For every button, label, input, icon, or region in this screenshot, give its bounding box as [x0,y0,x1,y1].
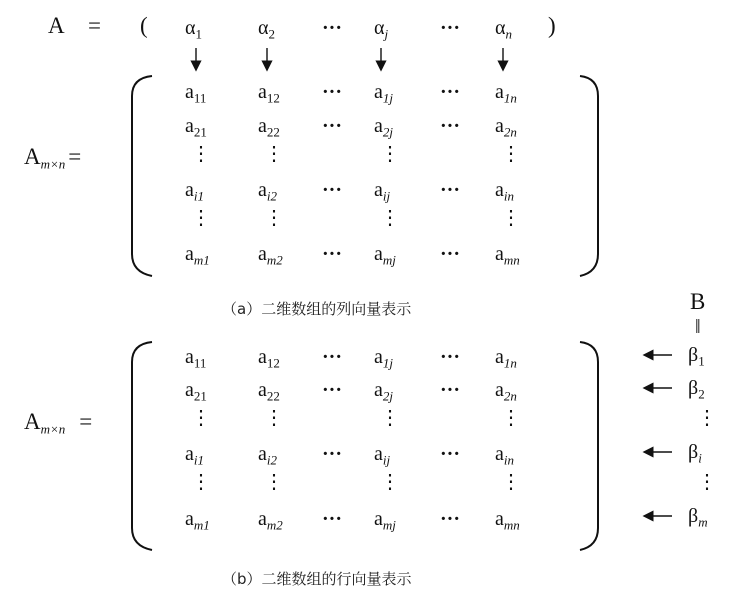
matrix-cell: ··· [440,81,461,103]
top-vector-entry: ··· [322,17,343,39]
matrix-cell: $a_{21}$ [185,379,207,404]
caption-column-vector: （a）二维数组的列向量表示 [222,300,412,318]
row-vector-item: ⋮ [697,471,717,493]
matrix-cell: $a_{11}$ [185,81,207,106]
matrix-cell: ··· [440,508,461,530]
top-close-paren: ) [548,13,556,38]
matrix-cell: $a_{in}$ [495,179,515,204]
matrix-cell: $a_{22}$ [258,379,280,404]
row-arrows [648,355,672,516]
matrix-a-label: $A_{m\times n}$ = [24,144,82,172]
row-vector-item: $\beta_m$ [688,505,708,530]
matrix-cell: $a_{mj}$ [374,243,396,268]
matrix-cell: ⋮ [501,207,521,229]
matrix-cell: $a_{1j}$ [374,346,394,371]
row-vector-item: $\beta_1$ [688,344,705,369]
row-vector-item: $\beta_2$ [688,377,705,402]
matrix-cell: $a_{1j}$ [374,81,394,106]
row-vector-item: $\beta_i$ [688,441,702,466]
matrix-a-left-bracket [132,76,152,276]
matrix-cell: $a_{mj}$ [374,508,396,533]
matrix-cell: ⋮ [501,143,521,165]
matrix-cell: $a_{ij}$ [374,443,391,468]
matrix-cell: $a_{12}$ [258,346,280,371]
matrix-cell: $a_{12}$ [258,81,280,106]
matrix-cell: $a_{2j}$ [374,379,394,404]
row-vector-item: ⋮ [697,407,717,429]
matrix-cell: ⋮ [191,207,211,229]
matrix-cell: $a_{m1}$ [185,508,210,533]
matrix-cell: $a_{m2}$ [258,508,283,533]
matrix-b-left-bracket [132,342,152,550]
matrix-cell: ⋮ [191,143,211,165]
matrix-cell: ··· [322,443,343,465]
matrix-cell: ··· [322,508,343,530]
row-vector-link: ‖ [695,316,701,338]
caption-row-vector: （b）二维数组的行向量表示 [222,570,412,588]
matrix-cell: $a_{2n}$ [495,379,517,404]
matrix-a-right-bracket [580,76,598,276]
matrix-cell: ··· [322,379,343,401]
matrix-cell: ⋮ [380,143,400,165]
matrix-cell: ··· [440,179,461,201]
matrix-cell: ⋮ [501,471,521,493]
matrix-cell: $a_{21}$ [185,115,207,140]
matrix-cell: ⋮ [264,207,284,229]
matrix-cell: ··· [322,179,343,201]
matrix-cell: ··· [322,81,343,103]
row-vector-B-label: B [690,289,706,314]
matrix-cell: ··· [440,346,461,368]
matrix-cell: ⋮ [264,407,284,429]
matrix-cell: $a_{in}$ [495,443,515,468]
matrix-cell: $a_{22}$ [258,115,280,140]
matrix-cell: $a_{mn}$ [495,243,520,268]
matrix-cell: $a_{m1}$ [185,243,210,268]
matrix-cell: ··· [322,346,343,368]
top-vector-entry: $\alpha_1$ [185,17,202,42]
matrix-b-right-bracket [580,342,598,550]
top-vector-entry: $\alpha_j$ [374,17,389,42]
matrix-cell: ⋮ [191,471,211,493]
matrix-cell: $a_{2n}$ [495,115,517,140]
matrix-cell: ··· [440,443,461,465]
matrix-cell: ⋮ [264,471,284,493]
top-equals-sign: = [88,13,101,38]
matrix-cell: ··· [322,243,343,265]
matrix-cell: $a_{1n}$ [495,346,517,371]
matrix-cell: $a_{2j}$ [374,115,394,140]
matrix-cell: $a_{11}$ [185,346,207,371]
matrix-cell: ⋮ [380,407,400,429]
matrix-cell: ⋮ [380,471,400,493]
matrix-cell: $a_{i2}$ [258,443,278,468]
matrix-cell: $a_{i1}$ [185,443,205,468]
top-vector-entry: $\alpha_2$ [258,17,275,42]
matrix-cell: ··· [322,115,343,137]
top-vector-entry: $\alpha_n$ [495,17,512,42]
top-open-paren: ( [140,13,148,38]
matrix-cell: $a_{m2}$ [258,243,283,268]
matrix-cell: ··· [440,115,461,137]
matrix-cell: $a_{i2}$ [258,179,278,204]
matrix-cell: ··· [440,243,461,265]
matrix-cell: $a_{1n}$ [495,81,517,106]
matrix-cell: $a_{i1}$ [185,179,205,204]
top-A-label: A [48,13,65,38]
matrix-cell: ⋮ [264,143,284,165]
matrix-cell: ⋮ [191,407,211,429]
matrix-cell: $a_{mn}$ [495,508,520,533]
matrix-cell: $a_{ij}$ [374,179,391,204]
column-arrows [196,48,503,66]
matrix-b-label: $A_{m\times n}$ = [24,409,93,437]
top-vector-entry: ··· [440,17,461,39]
matrix-cell: ⋮ [501,407,521,429]
matrix-cell: ⋮ [380,207,400,229]
matrix-cell: ··· [440,379,461,401]
